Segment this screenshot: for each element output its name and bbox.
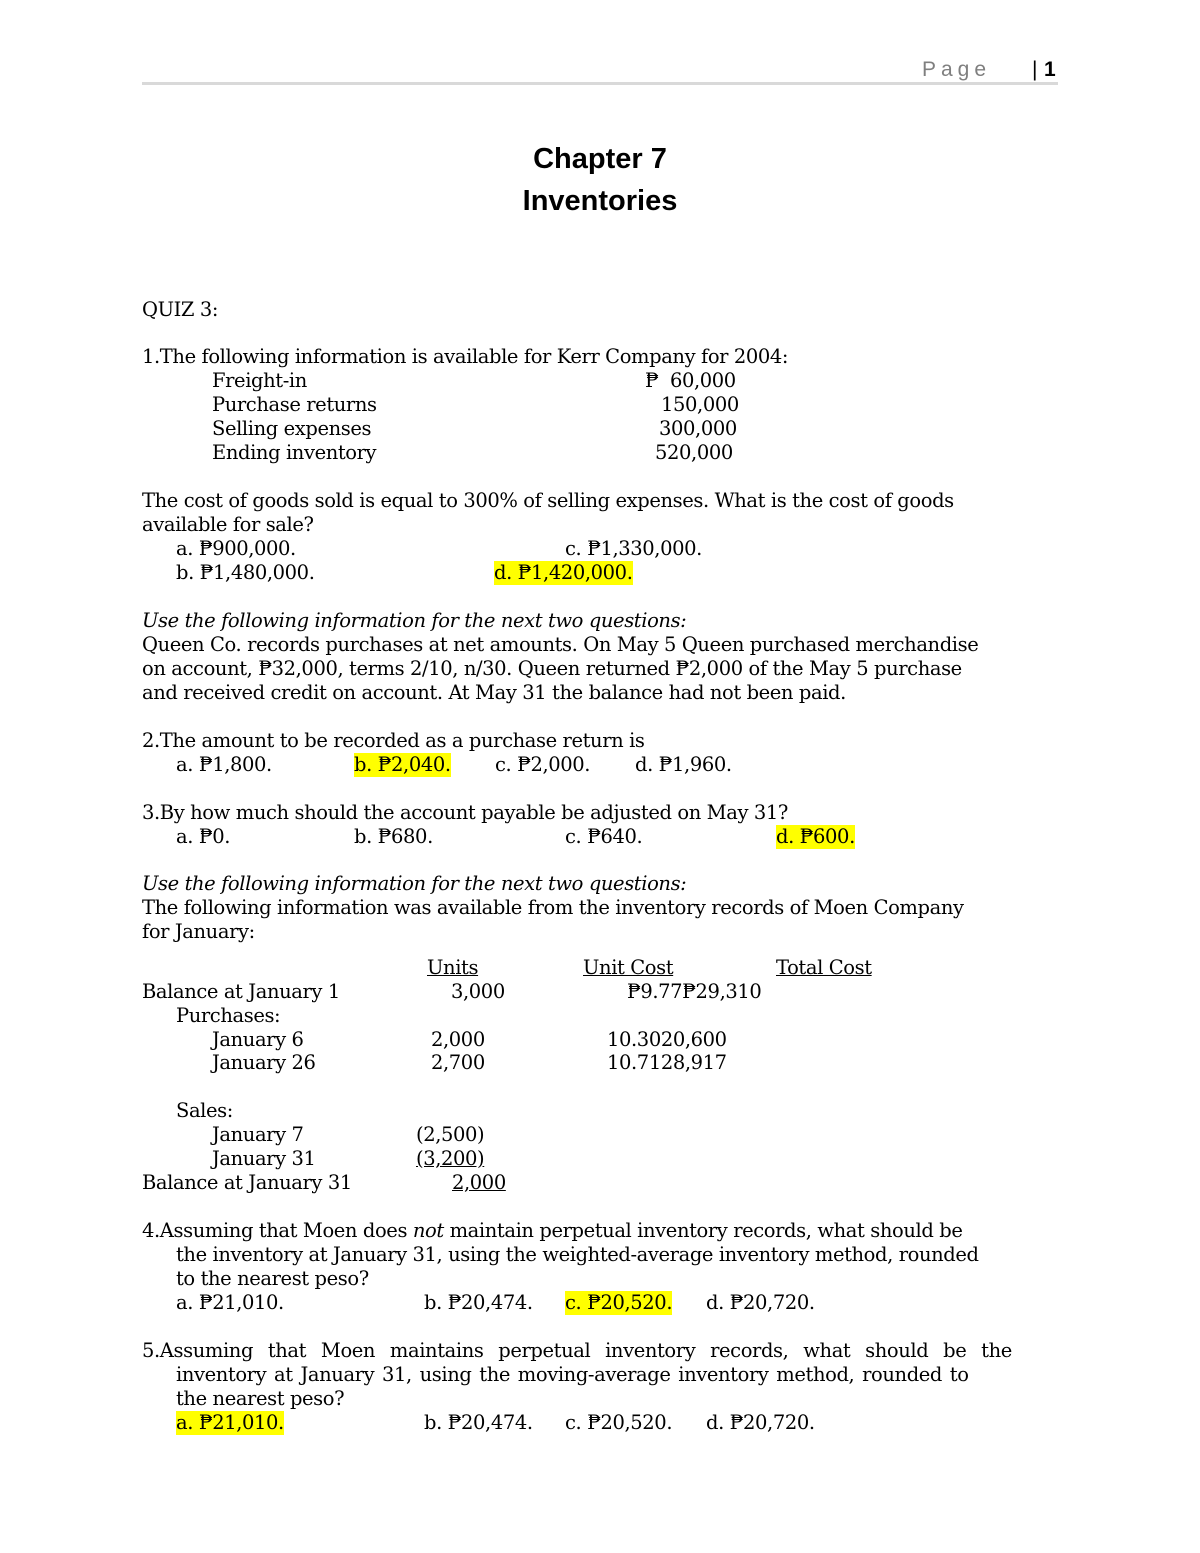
q1-item-value: 150,000 [661, 393, 739, 416]
row-cost: ₱9.77₱29,310 [627, 980, 762, 1003]
q5-line: the nearest peso? [176, 1387, 345, 1410]
header-rule [142, 82, 1058, 85]
q4-choice-c-answer: c. ₱20,520. [565, 1291, 673, 1314]
info1-line: on account, ₱32,000, terms 2/10, n/30. Queen returned ₱2,000 of the May 5 purchase [142, 657, 962, 680]
q4-choice-d: d. ₱20,720. [706, 1291, 815, 1314]
row-label: January 7 [212, 1123, 304, 1146]
q4-choice-a: a. ₱21,010. [176, 1291, 284, 1314]
q5-choice-d: d. ₱20,720. [706, 1411, 815, 1434]
row-units: 2,000 [452, 1171, 506, 1194]
sales-label: Sales: [176, 1099, 233, 1122]
chapter-topic: Inventories [522, 185, 678, 217]
info2-line: The following information was available from the inventory records of Moen Company [142, 896, 964, 919]
row-label: January 26 [212, 1051, 316, 1074]
q3-choice-a: a. ₱0. [176, 825, 230, 848]
q4-line: to the nearest peso? [176, 1267, 369, 1290]
info1-intro: Use the following information for the next two questions: [142, 609, 687, 632]
q1-item-label: Freight-in [212, 369, 307, 392]
q2-choice-b-answer: b. ₱2,040. [354, 753, 451, 776]
q1-item-value: ₱ 60,000 [645, 369, 736, 392]
q5-choice-b: b. ₱20,474. [424, 1411, 533, 1434]
info2-intro: Use the following information for the next two questions: [142, 872, 687, 895]
q4-not-emphasis: not [412, 1219, 444, 1242]
q1-question-line: The cost of goods sold is equal to 300% of selling expenses. What is the cost of goods [142, 489, 954, 512]
q2-choice-a: a. ₱1,800. [176, 753, 272, 776]
col-header-units: Units [427, 956, 479, 979]
q1-item-label: Ending inventory [212, 441, 377, 464]
row-units: 3,000 [451, 980, 505, 1003]
q4-choice-b: b. ₱20,474. [424, 1291, 533, 1314]
row-units: (2,500) [416, 1123, 485, 1146]
row-label: Balance at January 31 [142, 1171, 352, 1194]
q3-choice-c: c. ₱640. [565, 825, 643, 848]
q5-choice-a-answer: a. ₱21,010. [176, 1411, 284, 1434]
q1-choice-a: a. ₱900,000. [176, 537, 296, 560]
row-label: January 6 [212, 1028, 304, 1051]
purchases-label: Purchases: [176, 1004, 281, 1027]
q5-line: 5.Assuming that Moen maintains perpetual inventory records, what should be the [142, 1339, 1012, 1362]
q2-choice-c: c. ₱2,000. [495, 753, 591, 776]
q5-choice-c: c. ₱20,520. [565, 1411, 673, 1434]
row-units: 2,700 [431, 1051, 485, 1074]
quiz-label: QUIZ 3: [142, 298, 219, 321]
page-label: Page [922, 58, 992, 81]
q1-choice-b: b. ₱1,480,000. [176, 561, 315, 584]
row-label: January 31 [212, 1147, 316, 1170]
page-number: 1 [1044, 58, 1056, 81]
row-cost: 10.3020,600 [607, 1028, 727, 1051]
q4-line1-pre: 4.Assuming that Moen does [142, 1219, 413, 1242]
info1-line: and received credit on account. At May 31 the balance had not been paid. [142, 681, 846, 704]
row-label: Balance at January 1 [142, 980, 340, 1003]
q4-line: the inventory at January 31, using the weighted-average inventory method, rounded [176, 1243, 979, 1266]
page-separator: | [1032, 58, 1038, 81]
q2-choice-d: d. ₱1,960. [635, 753, 732, 776]
q4-line1-post: maintain perpetual inventory records, what should be [443, 1219, 963, 1242]
col-header-unit-cost: Unit Cost [583, 956, 674, 979]
row-cost: 10.7128,917 [607, 1051, 727, 1074]
q1-item-label: Purchase returns [212, 393, 377, 416]
q1-question-line: available for sale? [142, 513, 314, 536]
q1-stem: 1.The following information is available for Kerr Company for 2004: [142, 345, 789, 368]
info2-line: for January: [142, 920, 255, 943]
q5-line: inventory at January 31, using the moving-average inventory method, rounded to [176, 1363, 969, 1386]
q3-choice-b: b. ₱680. [354, 825, 433, 848]
info1-line: Queen Co. records purchases at net amounts. On May 5 Queen purchased merchandise [142, 633, 979, 656]
q4-line [142, 1219, 962, 1243]
chapter-title: Chapter 7 [533, 143, 667, 175]
q1-item-value: 300,000 [659, 417, 737, 440]
q2-stem: 2.The amount to be recorded as a purchase return is [142, 729, 645, 752]
row-units: (3,200) [416, 1147, 485, 1170]
q1-choice-c: c. ₱1,330,000. [565, 537, 702, 560]
col-header-total-cost: Total Cost [776, 956, 872, 979]
q3-stem: 3.By how much should the account payable be adjusted on May 31? [142, 801, 788, 824]
q1-item-label: Selling expenses [212, 417, 372, 440]
q1-item-value: 520,000 [655, 441, 733, 464]
q1-choice-d-answer: d. ₱1,420,000. [494, 561, 633, 584]
row-units: 2,000 [431, 1028, 485, 1051]
q3-choice-d-answer: d. ₱600. [776, 825, 855, 848]
